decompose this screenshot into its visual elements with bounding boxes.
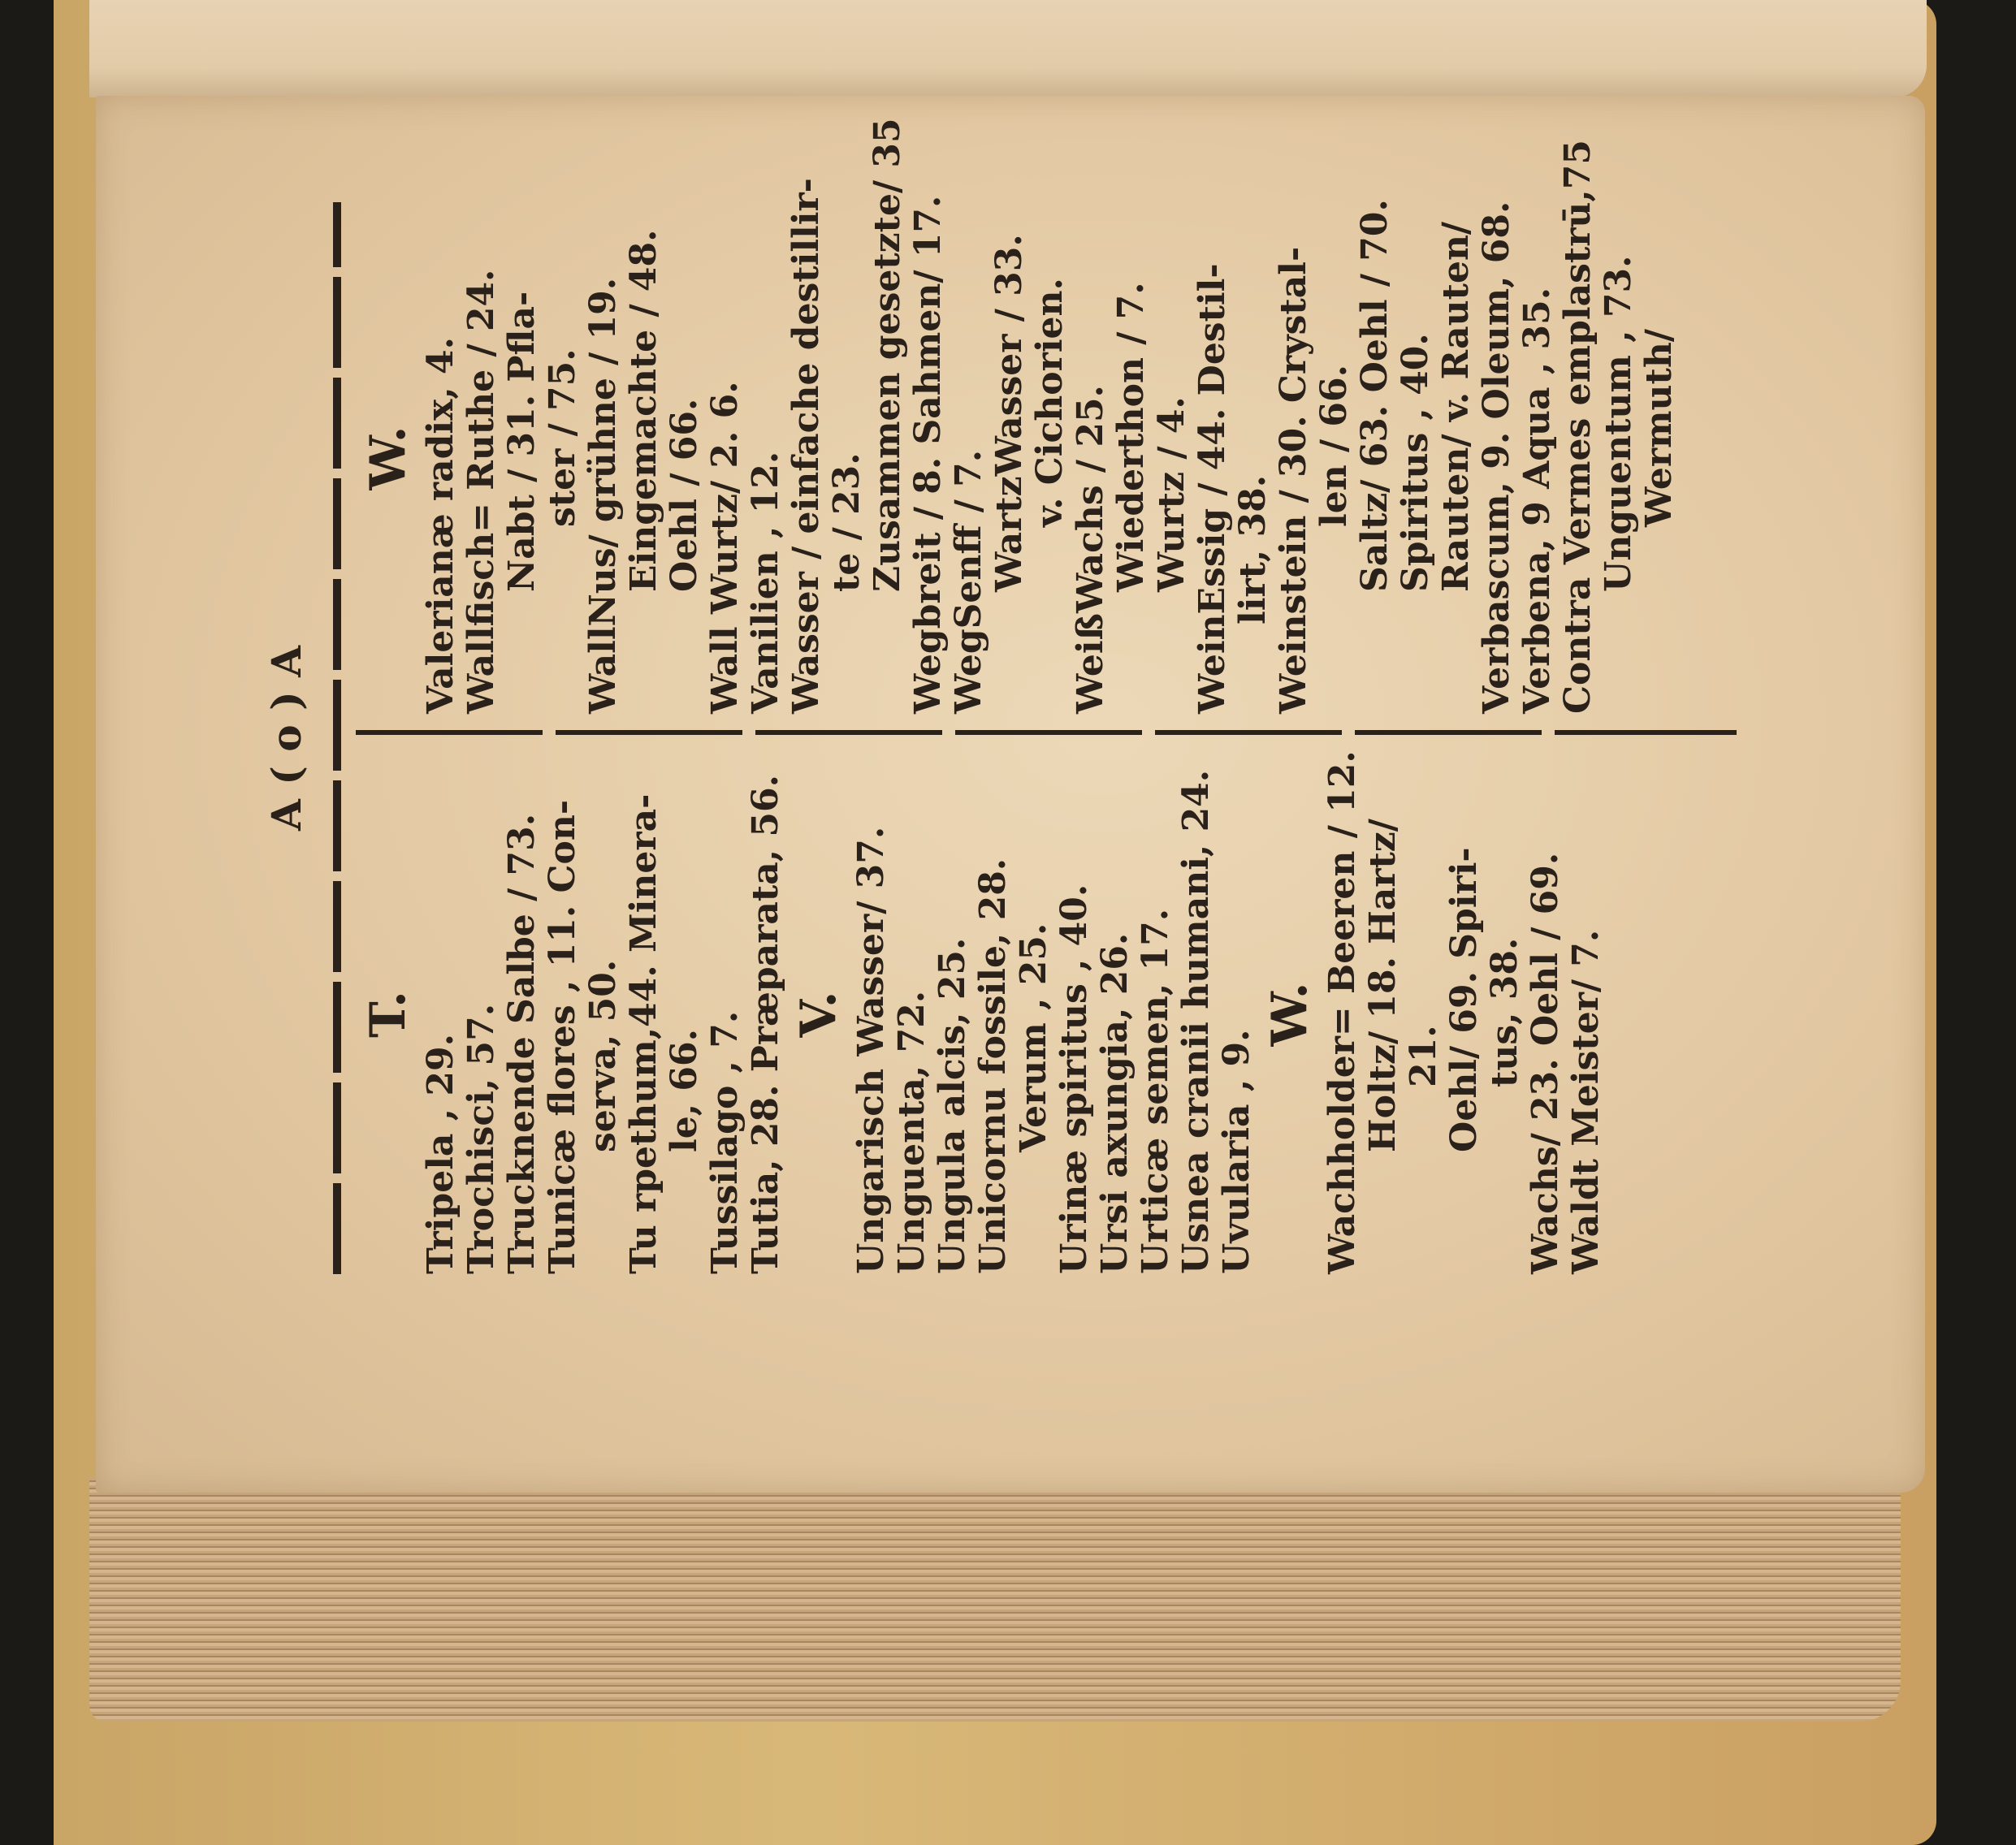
index-entry: Unguentum , 73. xyxy=(1598,255,1639,592)
index-entry: Rauten/ v. Rauten/ xyxy=(1435,221,1477,592)
index-entry: WeinEssig / 44. Destil- xyxy=(1192,263,1233,714)
index-entry: WallNus/ grühne / 19. xyxy=(582,277,624,714)
index-entry: Unguenta, 72. xyxy=(891,990,932,1274)
index-entry: Wermuth/ xyxy=(1638,329,1680,527)
index-entry: Wiederthon / 7. xyxy=(1110,282,1152,592)
index-entry: Unicornu fossile, 28. xyxy=(972,858,1014,1274)
index-entry: tus, 38. xyxy=(1484,937,1525,1087)
index-entry: WegSenff / 7. xyxy=(948,449,989,714)
index-entry: Urinæ spiritus , 40. xyxy=(1053,884,1095,1274)
index-entry: Ungula alcis, 25. xyxy=(932,937,973,1274)
index-entry: Tussilago , 7. xyxy=(704,1010,746,1274)
index-entry: Verbena, 9 Aqua , 35. xyxy=(1516,287,1558,714)
index-entry: Trucknende Salbe / 73. xyxy=(501,813,543,1274)
index-entry: Nabt / 31. Pfla- xyxy=(501,291,543,592)
index-entry: le, 66. xyxy=(664,1029,705,1152)
section-letter: W. xyxy=(360,426,417,490)
index-entry: Wegbreit / 8. Sahmen/ 17. xyxy=(907,195,949,714)
index-entry: ster / 75. xyxy=(542,348,583,527)
index-entry: len / 66. xyxy=(1313,365,1355,527)
index-entry: Eingemachte / 48. xyxy=(623,229,664,592)
right-column xyxy=(356,118,1680,714)
page-header: A ( o ) A xyxy=(262,646,310,831)
index-entry: Contra Vermes emplastrū,75 xyxy=(1557,140,1599,714)
page-block-edges xyxy=(89,1478,1901,1722)
section-letter: T. xyxy=(360,991,417,1038)
header-rule xyxy=(333,202,341,1274)
index-entry: Tu rpethum,44. Minera- xyxy=(623,793,664,1274)
index-entry: te / 23. xyxy=(826,452,867,592)
index-entry: Oehl / 66. xyxy=(664,398,705,592)
index-entry: Tutia, 28. Præparata, 56. xyxy=(745,775,786,1274)
index-entry: Holtz/ 18. Hartz/ xyxy=(1362,819,1404,1152)
index-entry: Wallfisch= Ruthe / 24. xyxy=(461,269,502,714)
index-entry: Vanilien , 12. xyxy=(745,451,786,714)
index-entry: Wasser / einfache destillir- xyxy=(785,178,827,714)
index-entry: v. Cichorien. xyxy=(1029,278,1071,527)
index-entry: Verum , 25. xyxy=(1013,922,1054,1152)
index-entry: Saltz/ 63. Oehl / 70. xyxy=(1354,199,1395,592)
index-entry: serva, 50. xyxy=(582,959,624,1152)
index-entry: Trochisci, 57. xyxy=(461,1003,502,1274)
index-entry: Uvularia , 9. xyxy=(1216,1029,1257,1274)
index-entry: WartzWasser / 33. xyxy=(989,234,1030,592)
facing-page-edge xyxy=(89,0,1927,97)
section-w-left xyxy=(1257,750,1607,1274)
index-entry: Verbascum, 9. Oleum, 68. xyxy=(1476,201,1517,714)
index-entry: Valerianæ radix, 4. xyxy=(420,337,461,714)
index-entry: Usnea cranii humani, 24. xyxy=(1175,769,1217,1274)
index-entry: Wachholder= Beeren / 12. xyxy=(1322,750,1363,1274)
index-entry: Oehl/ 69. Spiri- xyxy=(1443,847,1485,1152)
index-entry: Tripela , 29. xyxy=(420,1034,461,1274)
index-entry: 21. xyxy=(1403,1025,1444,1087)
index-entry: Wurtz / 4. xyxy=(1151,396,1192,592)
section-letter: W. xyxy=(1261,982,1318,1047)
section-t xyxy=(356,754,786,1274)
index-entry: Zusammen gesetzte/ 35 xyxy=(867,118,908,592)
index-entry: Ursi axungia, 26. xyxy=(1094,932,1136,1274)
index-entry: Wall Wurtz/ 2. 6. xyxy=(704,381,746,714)
section-w-right xyxy=(356,118,1680,714)
index-entry: Ungarisch Wasser/ 37. xyxy=(850,826,892,1274)
index-entry: Waldt Meister/ 7. xyxy=(1565,929,1607,1274)
section-letter: V. xyxy=(790,991,847,1038)
printed-text-block xyxy=(258,118,1834,1274)
index-entry: Weinstein / 30. Crystal- xyxy=(1273,246,1314,714)
index-entry: Urticæ semen, 17. xyxy=(1135,908,1176,1274)
index-entry: Tunicæ flores , 11. Con- xyxy=(542,799,583,1274)
left-column xyxy=(356,750,1607,1274)
index-entry: lirt, 38. xyxy=(1232,474,1274,624)
column-divider xyxy=(356,730,1737,735)
index-entry: Wachs/ 23. Oehl / 69. xyxy=(1525,852,1566,1274)
index-entry: WeißWachs / 25. xyxy=(1070,385,1111,714)
index-entry: Spiritus , 40. xyxy=(1395,333,1436,592)
section-v xyxy=(786,754,1257,1274)
